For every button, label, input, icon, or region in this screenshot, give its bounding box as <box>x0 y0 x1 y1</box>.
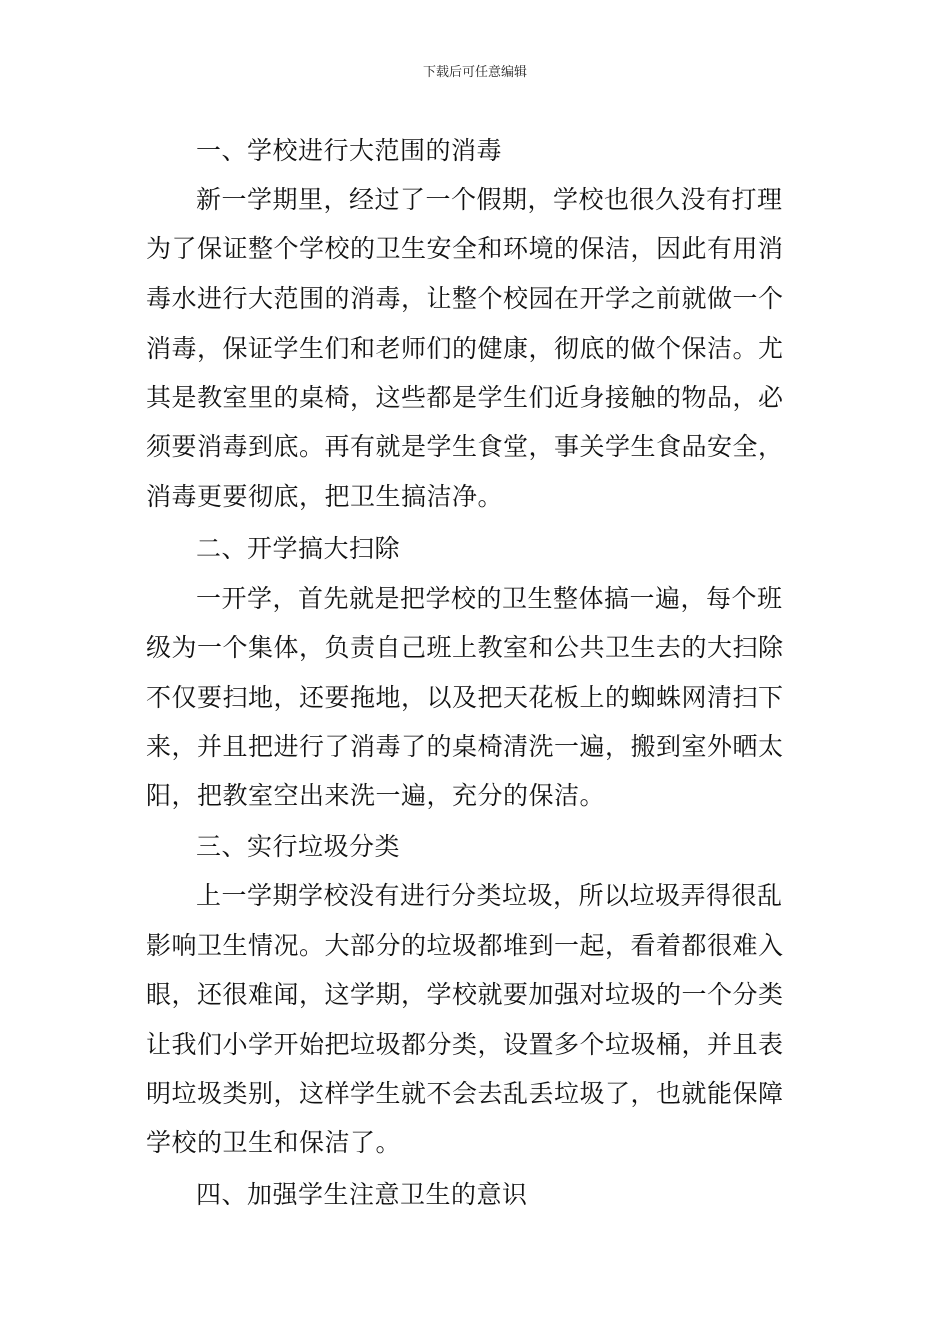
paragraph-line: 毒水进行大范围的消毒，让整个校园在开学之前就做一个 <box>146 284 784 313</box>
paragraph-line: 上一学期学校没有进行分类垃圾，所以垃圾弄得很乱 <box>196 881 783 910</box>
paragraph-line: 其是教室里的桌椅，这些都是学生们近身接触的物品，必 <box>146 383 784 412</box>
paragraph-line: 一开学，首先就是把学校的卫生整体搞一遍，每个班 <box>196 584 783 613</box>
paragraph-line: 阳，把教室空出来洗一遍，充分的保洁。 <box>146 781 606 810</box>
section-heading-1: 一、学校进行大范围的消毒 <box>196 136 503 165</box>
section-heading-4: 四、加强学生注意卫生的意识 <box>196 1180 528 1209</box>
paragraph-line: 不仅要扫地，还要拖地，以及把天花板上的蜘蛛网清扫下 <box>146 683 784 712</box>
paragraph-line: 为了保证整个学校的卫生安全和环境的保洁，因此有用消 <box>146 234 784 263</box>
paragraph-line: 消毒更要彻底，把卫生搞洁净。 <box>146 482 504 511</box>
paragraph-line: 来，并且把进行了消毒了的桌椅清洗一遍，搬到室外晒太 <box>146 732 784 761</box>
paragraph-line: 明垃圾类别，这样学生就不会去乱丢垃圾了，也就能保障 <box>146 1079 784 1108</box>
paragraph-line: 须要消毒到底。再有就是学生食堂，事关学生食品安全， <box>146 432 784 461</box>
paragraph-line: 影响卫生情况。大部分的垃圾都堆到一起，看着都很难入 <box>146 931 784 960</box>
paragraph-line: 让我们小学开始把垃圾都分类，设置多个垃圾桶，并且表 <box>146 1030 784 1059</box>
paragraph-line: 消毒，保证学生们和老师们的健康，彻底的做个保洁。尤 <box>146 334 784 363</box>
paragraph-line: 新一学期里，经过了一个假期，学校也很久没有打理 <box>196 185 783 214</box>
page-header: 下载后可任意编辑 <box>422 65 527 80</box>
section-heading-2: 二、开学搞大扫除 <box>196 534 401 563</box>
paragraph-line: 学校的卫生和保洁了。 <box>146 1128 402 1157</box>
paragraph-line: 眼，还很难闻，这学期，学校就要加强对垃圾的一个分类 <box>146 980 784 1009</box>
section-heading-3: 三、实行垃圾分类 <box>196 832 401 861</box>
paragraph-line: 级为一个集体，负责自己班上教室和公共卫生去的大扫除 <box>146 633 784 662</box>
